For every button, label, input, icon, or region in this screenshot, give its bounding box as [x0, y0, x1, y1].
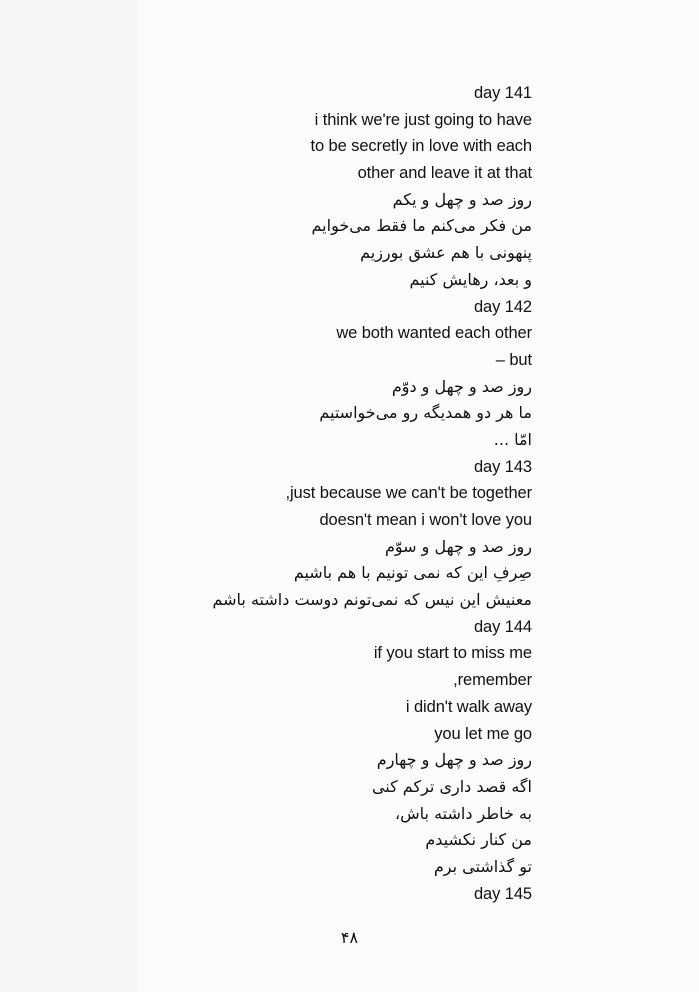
text-line: i think we're just going to have [314, 110, 532, 129]
text-line: you let me go [434, 724, 532, 743]
text-line: day 143 [473, 457, 532, 476]
text-line: من کنار نکشیدم [425, 830, 532, 850]
text-line: – but [495, 350, 532, 369]
text-line: پنهونی با هم عشق بورزیم [360, 243, 532, 263]
text-line: روز صد و چهل و یکم [392, 189, 532, 209]
text-line: ,just because we can't be together [285, 484, 532, 503]
text-line: day 145 [473, 884, 532, 903]
text-line: day 144 [473, 617, 532, 636]
text-line: تو گذاشتی برم [433, 856, 532, 876]
text-line: to be secretly in love with each [310, 137, 532, 156]
text-line: ما هر دو همدیگه رو می‌خواستیم [319, 403, 532, 423]
text-line: اگه قصد داری ترکم کنی [371, 776, 532, 796]
text-line: صِرفِ این که نمی تونیم با هم باشیم [293, 563, 532, 583]
text-line: من فکر می‌کنم ما فقط می‌خوایم [311, 216, 532, 236]
text-line: day 141 [473, 84, 532, 102]
text-line: معنیش این نیس که نمی‌تونم دوست داشته باشم [212, 590, 532, 610]
text-line: امّا ... [493, 429, 532, 449]
poem-text-block [112, 80, 532, 907]
text-line: روز صد و چهل و چهارم [376, 750, 532, 770]
text-line: به خاطر داشته باش، [394, 803, 532, 823]
text-line: و بعد، رهایش کنیم [409, 269, 532, 289]
text-line: روز صد و چهل و سوّم [384, 536, 532, 556]
text-line: we both wanted each other [336, 324, 532, 343]
text-line: other and leave it at that [357, 164, 532, 183]
text-line: روز صد و چهل و دوّم [391, 376, 532, 396]
text-line: i didn't walk away [405, 697, 532, 716]
page-number: ۴۸ [340, 928, 359, 947]
text-line: ,remember [453, 671, 532, 690]
text-line: day 142 [473, 297, 532, 316]
text-line: doesn't mean i won't love you [319, 511, 532, 529]
text-line: if you start to miss me [373, 644, 532, 663]
